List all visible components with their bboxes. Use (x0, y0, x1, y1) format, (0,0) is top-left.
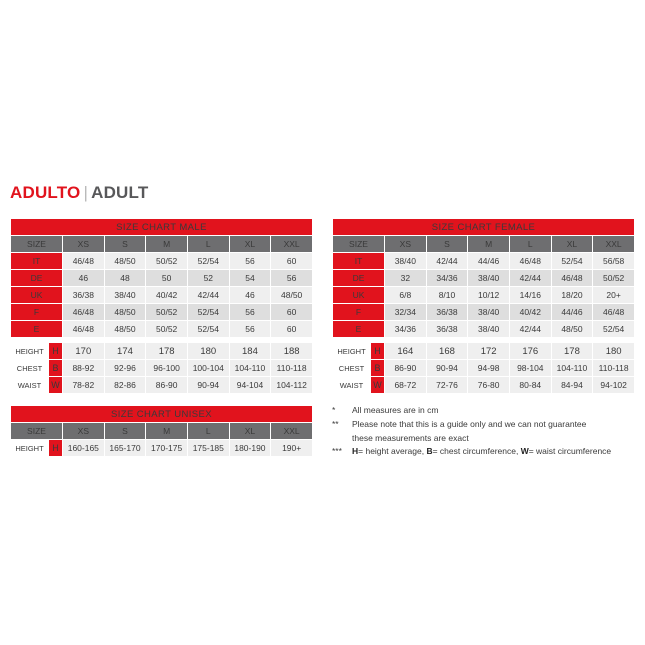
cell: 34/36 (385, 321, 427, 338)
chart-header-row (333, 236, 635, 253)
note-item (332, 404, 642, 417)
cell: 168 (426, 343, 468, 360)
cell: 82-86 (104, 377, 146, 394)
cell: 52/54 (551, 253, 593, 270)
cell: 48 (104, 270, 146, 287)
cell: 10/12 (468, 287, 510, 304)
cell: 46 (63, 270, 105, 287)
page-title-primary: ADULTO (10, 183, 81, 202)
cell: 96-100 (146, 360, 188, 377)
column-header-xs: XS (385, 236, 427, 253)
cell: 60 (271, 253, 313, 270)
chart-heading: SIZE CHART UNISEX (11, 406, 313, 423)
measure-label-height: HEIGHT (333, 343, 371, 360)
cell: 46/48 (551, 270, 593, 287)
cell: 68-72 (385, 377, 427, 394)
cell: 56 (229, 321, 271, 338)
cell: 52 (187, 270, 229, 287)
cell: 50/52 (146, 304, 188, 321)
cell: 60 (271, 304, 313, 321)
cell: 48/50 (104, 321, 146, 338)
chart-heading-row (11, 219, 313, 236)
cell: 56/58 (593, 253, 635, 270)
measure-label-waist: WAIST (333, 377, 371, 394)
column-header-xl: XL (551, 236, 593, 253)
cell: 56 (229, 304, 271, 321)
column-header-m: M (468, 236, 510, 253)
measure-key-h: H (49, 440, 63, 457)
column-header-size: SIZE (333, 236, 385, 253)
cell: 104-110 (229, 360, 271, 377)
column-header-xxl: XXL (593, 236, 635, 253)
cell: 76-80 (468, 377, 510, 394)
cell: 98-104 (509, 360, 551, 377)
cell: 110-118 (271, 360, 313, 377)
table-row (333, 270, 635, 287)
column-header-m: M (146, 423, 188, 440)
table-row (11, 360, 313, 377)
cell: 174 (104, 343, 146, 360)
row-label-uk: UK (333, 287, 385, 304)
cell: 88-92 (63, 360, 105, 377)
cell: 48/50 (104, 253, 146, 270)
cell: 86-90 (385, 360, 427, 377)
row-label-e: E (11, 321, 63, 338)
column-header-s: S (104, 236, 146, 253)
measure-key-h: H (371, 343, 385, 360)
table-row (11, 304, 313, 321)
cell: 34/36 (426, 270, 468, 287)
table-row (11, 377, 313, 394)
cell: 180-190 (229, 440, 271, 457)
column-header-size: SIZE (11, 423, 63, 440)
cell: 104-112 (271, 377, 313, 394)
cell: 46/48 (63, 321, 105, 338)
measure-label-height: HEIGHT (11, 343, 49, 360)
cell: 50/52 (146, 253, 188, 270)
cell: 164 (385, 343, 427, 360)
table-row (333, 304, 635, 321)
size-chart-male (10, 218, 313, 394)
cell: 42/44 (509, 321, 551, 338)
cell: 176 (509, 343, 551, 360)
cell: 188 (271, 343, 313, 360)
page-title-secondary: ADULT (91, 183, 149, 202)
cell: 36/38 (426, 321, 468, 338)
measure-key-h: H (49, 343, 63, 360)
cell: 160-165 (63, 440, 105, 457)
cell: 46/48 (593, 304, 635, 321)
cell: 46/48 (63, 253, 105, 270)
cell: 20+ (593, 287, 635, 304)
chart-heading: SIZE CHART MALE (11, 219, 313, 236)
cell: 42/44 (509, 270, 551, 287)
cell: 40/42 (509, 304, 551, 321)
note-marker: ** (332, 419, 339, 429)
row-label-uk: UK (11, 287, 63, 304)
note-text: Please note that this is a guide only and we can not guarantee (352, 419, 587, 429)
chart-heading-row (11, 406, 313, 423)
cell: 44/46 (468, 253, 510, 270)
column-header-xxl: XXL (271, 236, 313, 253)
cell: 184 (229, 343, 271, 360)
cell: 52/54 (187, 321, 229, 338)
cell: 42/44 (187, 287, 229, 304)
cell: 18/20 (551, 287, 593, 304)
cell: 52/54 (187, 253, 229, 270)
cell: 60 (271, 321, 313, 338)
cell: 48/50 (271, 287, 313, 304)
cell: 56 (271, 270, 313, 287)
table-row (333, 377, 635, 394)
cell: 175-185 (187, 440, 229, 457)
cell: 86-90 (146, 377, 188, 394)
table-row (333, 360, 635, 377)
column-header-s: S (426, 236, 468, 253)
column-header-size: SIZE (11, 236, 63, 253)
cell: 32 (385, 270, 427, 287)
cell: 180 (187, 343, 229, 360)
cell: 172 (468, 343, 510, 360)
column-header-xs: XS (63, 423, 105, 440)
cell: 178 (146, 343, 188, 360)
table-row (333, 343, 635, 360)
column-header-xxl: XXL (271, 423, 313, 440)
column-header-l: L (187, 236, 229, 253)
table-row (11, 287, 313, 304)
cell: 14/16 (509, 287, 551, 304)
measure-key-w: W (371, 377, 385, 394)
cell: 38/40 (468, 304, 510, 321)
cell: 170-175 (146, 440, 188, 457)
row-label-de: DE (333, 270, 385, 287)
row-label-it: IT (11, 253, 63, 270)
column-header-m: M (146, 236, 188, 253)
table-row (11, 321, 313, 338)
page-title-separator: | (83, 183, 89, 202)
note-marker: *** (332, 446, 342, 456)
note-marker: * (332, 405, 336, 415)
cell: 8/10 (426, 287, 468, 304)
cell: 44/46 (551, 304, 593, 321)
row-label-f: F (333, 304, 385, 321)
cell: 180 (593, 343, 635, 360)
cell: 38/40 (104, 287, 146, 304)
cell: 80-84 (509, 377, 551, 394)
cell: 170 (63, 343, 105, 360)
table-row (11, 253, 313, 270)
cell: 42/44 (426, 253, 468, 270)
notes-block (332, 404, 642, 459)
cell: 46/48 (63, 304, 105, 321)
cell: 100-104 (187, 360, 229, 377)
column-header-l: L (187, 423, 229, 440)
chart-header-row (11, 236, 313, 253)
cell: 50/52 (146, 321, 188, 338)
cell: 72-76 (426, 377, 468, 394)
cell: 178 (551, 343, 593, 360)
table-row (333, 321, 635, 338)
note-text: All measures are in cm (352, 405, 439, 415)
cell: 92-96 (104, 360, 146, 377)
cell: 78-82 (63, 377, 105, 394)
cell: 50/52 (593, 270, 635, 287)
cell: 46 (229, 287, 271, 304)
size-chart-unisex (10, 405, 313, 457)
chart-heading: SIZE CHART FEMALE (333, 219, 635, 236)
note-item (332, 445, 642, 458)
cell: 90-94 (426, 360, 468, 377)
measure-key-b: B (371, 360, 385, 377)
cell: 104-110 (551, 360, 593, 377)
note-item (332, 418, 642, 431)
table-row (333, 287, 635, 304)
cell: 165-170 (104, 440, 146, 457)
table-row (333, 253, 635, 270)
measure-label-chest: CHEST (11, 360, 49, 377)
cell: 46/48 (509, 253, 551, 270)
cell: 52/54 (593, 321, 635, 338)
note-text: H= height average, B= chest circumference, W= waist circumference (352, 446, 612, 456)
row-label-it: IT (333, 253, 385, 270)
cell: 36/38 (426, 304, 468, 321)
cell: 94-98 (468, 360, 510, 377)
chart-header-row (11, 423, 313, 440)
measure-label-height: HEIGHT (11, 440, 49, 457)
cell: 38/40 (385, 253, 427, 270)
row-label-f: F (11, 304, 63, 321)
chart-heading-row (333, 219, 635, 236)
page-title (10, 183, 148, 203)
size-chart-female (332, 218, 635, 394)
cell: 54 (229, 270, 271, 287)
row-label-e: E (333, 321, 385, 338)
column-header-xs: XS (63, 236, 105, 253)
cell: 32/34 (385, 304, 427, 321)
cell: 38/40 (468, 321, 510, 338)
cell: 84-94 (551, 377, 593, 394)
cell: 38/40 (468, 270, 510, 287)
column-header-xl: XL (229, 423, 271, 440)
column-header-s: S (104, 423, 146, 440)
cell: 190+ (271, 440, 313, 457)
cell: 110-118 (593, 360, 635, 377)
table-row (11, 440, 313, 457)
cell: 50 (146, 270, 188, 287)
cell: 52/54 (187, 304, 229, 321)
cell: 48/50 (551, 321, 593, 338)
note-text-continued: these measurements are exact (352, 433, 469, 443)
measure-key-b: B (49, 360, 63, 377)
cell: 6/8 (385, 287, 427, 304)
measure-key-w: W (49, 377, 63, 394)
cell: 90-94 (187, 377, 229, 394)
cell: 94-102 (593, 377, 635, 394)
cell: 94-104 (229, 377, 271, 394)
column-header-xl: XL (229, 236, 271, 253)
table-row (11, 270, 313, 287)
cell: 40/42 (146, 287, 188, 304)
row-label-de: DE (11, 270, 63, 287)
table-row (11, 343, 313, 360)
column-header-l: L (509, 236, 551, 253)
cell: 36/38 (63, 287, 105, 304)
cell: 48/50 (104, 304, 146, 321)
measure-label-waist: WAIST (11, 377, 49, 394)
cell: 56 (229, 253, 271, 270)
measure-label-chest: CHEST (333, 360, 371, 377)
